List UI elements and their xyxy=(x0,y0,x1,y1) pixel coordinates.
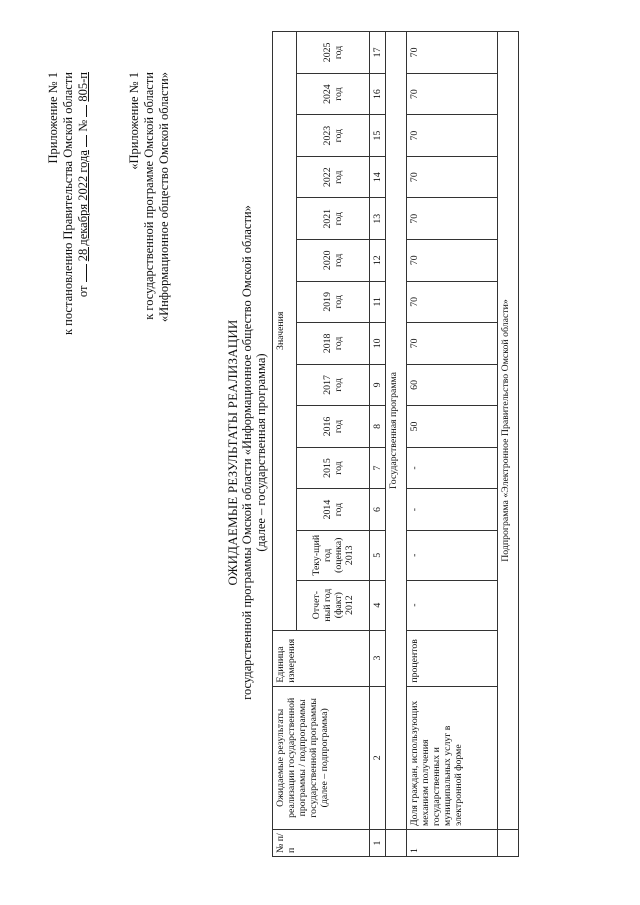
row-value: - xyxy=(407,489,498,531)
row-num: 1 xyxy=(407,830,498,857)
row-value: 70 xyxy=(407,323,498,365)
title-main: ОЖИДАЕМЫЕ РЕЗУЛЬТАТЫ РЕАЛИЗАЦИИ xyxy=(225,319,240,586)
row-unit: процентов xyxy=(407,630,498,686)
date-prefix: от xyxy=(76,285,90,298)
row-value: 50 xyxy=(407,406,498,448)
section-subprogram: Подпрограмма «Электронное Правительство Омской области» xyxy=(498,32,519,830)
row-value: - xyxy=(407,447,498,489)
year-2024: 2024 год xyxy=(296,73,369,115)
year-2025: 2025 год xyxy=(296,32,369,74)
year-2019: 2019 год xyxy=(296,281,369,323)
year-2013: Теку-щий год (оценка) 2013 xyxy=(296,530,369,580)
year-2014: 2014 год xyxy=(296,489,369,531)
row-value: 70 xyxy=(407,32,498,74)
number-value: 805-п xyxy=(76,72,90,102)
header-row-1 xyxy=(273,32,297,857)
program-appendix-line2: к государственной программе Омской области xyxy=(142,72,156,320)
row-value: 70 xyxy=(407,73,498,115)
year-2017: 2017 год xyxy=(296,364,369,406)
table-row: 1 2 3 4 5 6 7 8 9 10 11 12 13 14 15 16 17 xyxy=(370,32,386,857)
year-2018: 2018 год xyxy=(296,323,369,365)
results-table xyxy=(272,31,519,857)
col-unit-header: Единица измерения xyxy=(273,630,370,686)
appendix-title: Приложение № 1 xyxy=(46,72,60,164)
title-line2: государственной программы Омской области «Информационное общество Омской области» xyxy=(240,205,254,700)
year-2012: Отчет-ный год (факт) 2012 xyxy=(296,580,369,630)
title-line3: (далее – государственная программа) xyxy=(254,353,268,552)
row-value: 60 xyxy=(407,364,498,406)
col-result-header: Ожидаемые результаты реализации государственной программы / подпрограммы государственной программы (далее – подпрограмма) xyxy=(273,686,370,829)
row-value: - xyxy=(407,580,498,630)
program-appendix-title: «Приложение № 1 xyxy=(127,72,141,170)
row-value: 70 xyxy=(407,281,498,323)
appendix-subtitle: к постановлению Правительства Омской области xyxy=(61,72,75,336)
col-values-header: Значения xyxy=(273,32,297,631)
row-value: 70 xyxy=(407,115,498,157)
program-appendix-line3: «Информационное общество Омской области» xyxy=(157,72,171,323)
year-2015: 2015 год xyxy=(296,447,369,489)
table-row xyxy=(407,32,498,857)
section-state-program: Государственная программа xyxy=(386,32,407,830)
year-2021: 2021 год xyxy=(296,198,369,240)
section-row-subprogram xyxy=(498,32,519,857)
row-result: Доля граждан, использующих механизм получения государственных и муниципальных услуг в электронной форме xyxy=(407,686,498,829)
year-2020: 2020 год xyxy=(296,240,369,282)
year-2023: 2023 год xyxy=(296,115,369,157)
document-title xyxy=(226,0,268,905)
row-value: 70 xyxy=(407,240,498,282)
row-value: 70 xyxy=(407,156,498,198)
number-sign: № xyxy=(76,119,90,132)
section-row-state-program xyxy=(386,32,407,857)
date-value: 28 декабря 2022 года xyxy=(76,150,90,262)
col-num-header: № п/п xyxy=(273,830,370,857)
appendix-header xyxy=(46,72,91,335)
row-value: - xyxy=(407,530,498,580)
year-2022: 2022 год xyxy=(296,156,369,198)
row-value: 70 xyxy=(407,198,498,240)
year-2016: 2016 год xyxy=(296,406,369,448)
program-appendix-header xyxy=(127,72,172,322)
appendix-date-line xyxy=(76,72,91,335)
